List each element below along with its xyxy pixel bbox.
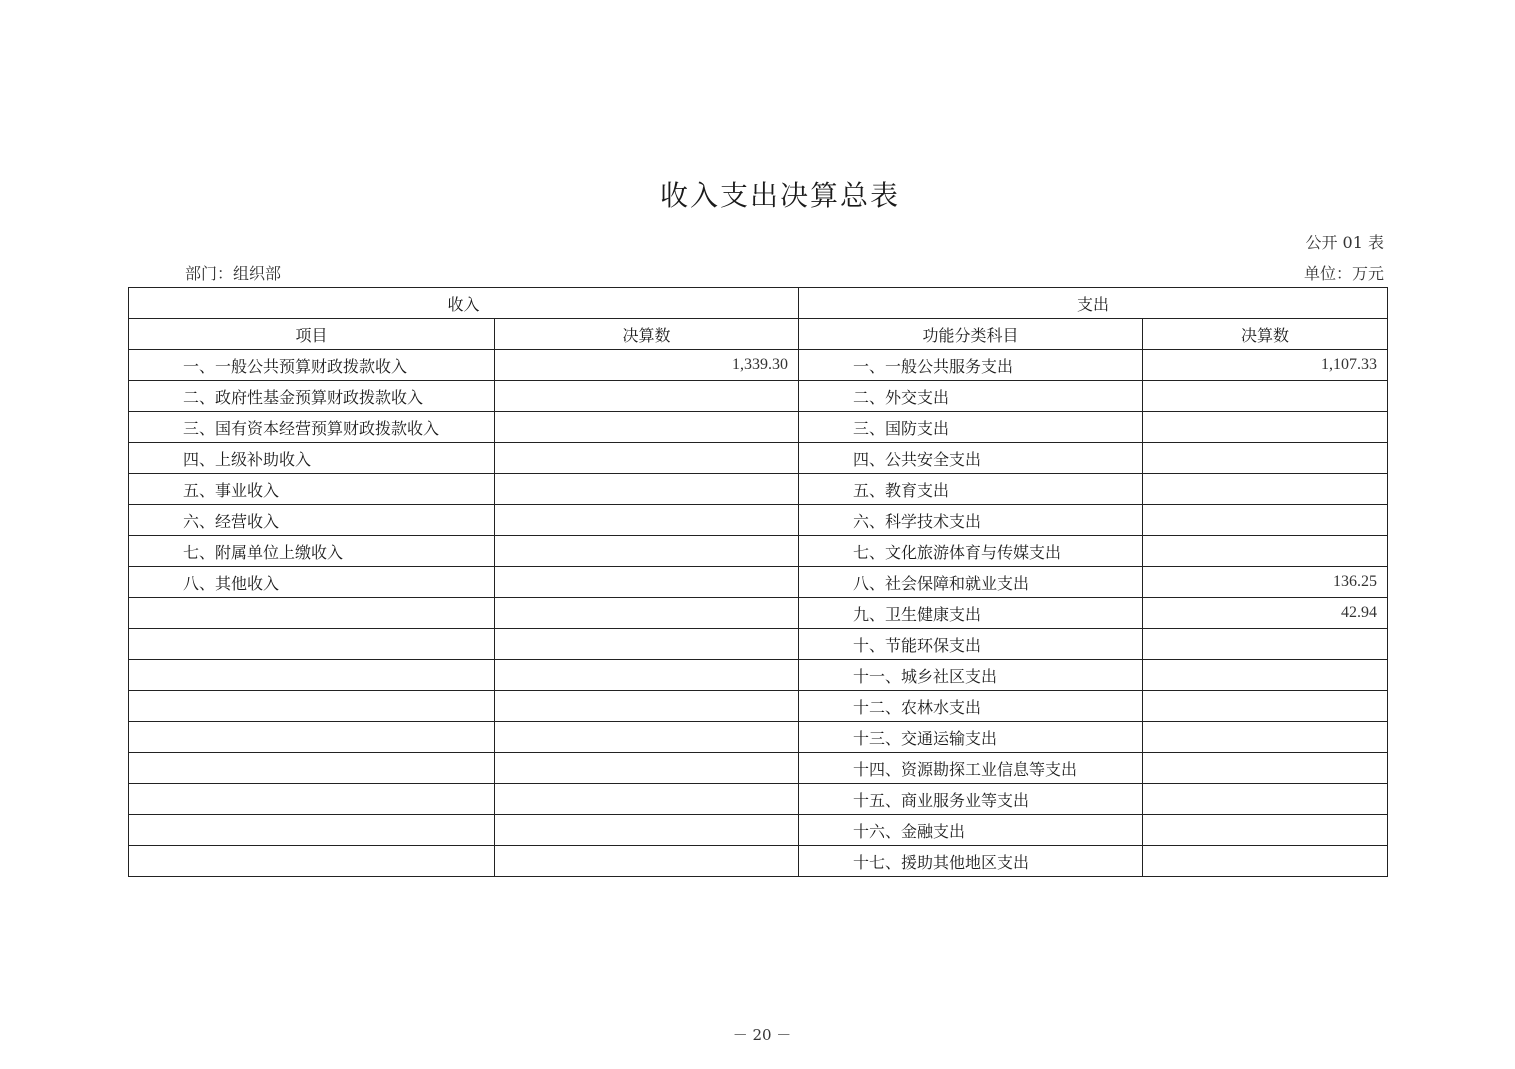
header-row-columns bbox=[129, 319, 1388, 350]
income-item-cell bbox=[129, 691, 495, 722]
expense-amount-column-header: 决算数 bbox=[1143, 319, 1388, 350]
expense-item-cell: 十五、商业服务业等支出 bbox=[799, 784, 1143, 815]
income-amount-cell bbox=[495, 691, 799, 722]
expense-amount-cell bbox=[1143, 443, 1388, 474]
expense-amount-cell bbox=[1143, 381, 1388, 412]
income-amount-cell bbox=[495, 660, 799, 691]
income-amount-cell bbox=[495, 598, 799, 629]
expense-item-cell: 一、一般公共服务支出 bbox=[799, 350, 1143, 381]
table-row bbox=[129, 412, 1388, 443]
expense-amount-cell bbox=[1143, 412, 1388, 443]
income-amount-cell bbox=[495, 753, 799, 784]
expense-amount-cell bbox=[1143, 691, 1388, 722]
expense-amount-cell bbox=[1143, 753, 1388, 784]
table-row bbox=[129, 350, 1388, 381]
income-item-cell bbox=[129, 846, 495, 877]
income-amount-cell bbox=[495, 567, 799, 598]
table-row bbox=[129, 505, 1388, 536]
expense-item-cell: 六、科学技术支出 bbox=[799, 505, 1143, 536]
expense-amount-cell bbox=[1143, 722, 1388, 753]
table-row bbox=[129, 629, 1388, 660]
expense-item-cell: 九、卫生健康支出 bbox=[799, 598, 1143, 629]
header-row-groups bbox=[129, 288, 1388, 319]
expense-item-cell: 四、公共安全支出 bbox=[799, 443, 1143, 474]
income-item-cell: 七、附属单位上缴收入 bbox=[129, 536, 495, 567]
function-item-column-header: 功能分类科目 bbox=[799, 319, 1143, 350]
expense-amount-cell bbox=[1143, 660, 1388, 691]
table-row bbox=[129, 536, 1388, 567]
table-row bbox=[129, 474, 1388, 505]
table-row bbox=[129, 691, 1388, 722]
expense-amount-cell bbox=[1143, 505, 1388, 536]
expense-item-cell: 十四、资源勘探工业信息等支出 bbox=[799, 753, 1143, 784]
income-item-cell: 三、国有资本经营预算财政拨款收入 bbox=[129, 412, 495, 443]
expense-item-cell: 十七、援助其他地区支出 bbox=[799, 846, 1143, 877]
income-amount-cell bbox=[495, 536, 799, 567]
expense-item-cell: 十二、农林水支出 bbox=[799, 691, 1143, 722]
income-item-cell: 一、一般公共预算财政拨款收入 bbox=[129, 350, 495, 381]
form-code: 公开 01 表 bbox=[1305, 233, 1384, 252]
expense-item-cell: 十六、金融支出 bbox=[799, 815, 1143, 846]
income-amount-cell bbox=[495, 629, 799, 660]
income-amount-cell bbox=[495, 846, 799, 877]
income-header: 收入 bbox=[129, 288, 799, 319]
expense-item-cell: 十、节能环保支出 bbox=[799, 629, 1143, 660]
table-row bbox=[129, 567, 1388, 598]
expense-amount-cell bbox=[1143, 629, 1388, 660]
page-number: － 20 － bbox=[732, 1026, 792, 1044]
expense-amount-cell: 42.94 bbox=[1143, 598, 1388, 629]
income-item-cell: 八、其他收入 bbox=[129, 567, 495, 598]
expense-amount-cell bbox=[1143, 846, 1388, 877]
expense-amount-cell: 136.25 bbox=[1143, 567, 1388, 598]
expense-amount-cell bbox=[1143, 815, 1388, 846]
income-item-cell bbox=[129, 629, 495, 660]
income-item-cell bbox=[129, 722, 495, 753]
income-item-cell: 五、事业收入 bbox=[129, 474, 495, 505]
expense-item-cell: 八、社会保障和就业支出 bbox=[799, 567, 1143, 598]
department-label: 部门：组织部 bbox=[185, 264, 282, 283]
income-amount-cell bbox=[495, 722, 799, 753]
expense-item-cell: 三、国防支出 bbox=[799, 412, 1143, 443]
item-column-header: 项目 bbox=[129, 319, 495, 350]
unit-label: 单位：万元 bbox=[1303, 264, 1384, 283]
income-item-cell bbox=[129, 784, 495, 815]
table-row bbox=[129, 722, 1388, 753]
expense-amount-cell bbox=[1143, 784, 1388, 815]
income-amount-cell bbox=[495, 381, 799, 412]
expense-amount-cell bbox=[1143, 474, 1388, 505]
income-amount-column-header: 决算数 bbox=[495, 319, 799, 350]
table-row bbox=[129, 381, 1388, 412]
table-row bbox=[129, 443, 1388, 474]
income-amount-cell: 1,339.30 bbox=[495, 350, 799, 381]
table-row bbox=[129, 753, 1388, 784]
income-amount-cell bbox=[495, 815, 799, 846]
expense-item-cell: 十一、城乡社区支出 bbox=[799, 660, 1143, 691]
income-amount-cell bbox=[495, 474, 799, 505]
income-item-cell bbox=[129, 598, 495, 629]
expense-item-cell: 二、外交支出 bbox=[799, 381, 1143, 412]
income-item-cell: 二、政府性基金预算财政拨款收入 bbox=[129, 381, 495, 412]
income-item-cell: 四、上级补助收入 bbox=[129, 443, 495, 474]
page-title: 收入支出决算总表 bbox=[659, 179, 900, 212]
expense-item-cell: 十三、交通运输支出 bbox=[799, 722, 1143, 753]
income-item-cell bbox=[129, 660, 495, 691]
expense-amount-cell: 1,107.33 bbox=[1143, 350, 1388, 381]
income-item-cell bbox=[129, 815, 495, 846]
income-amount-cell bbox=[495, 443, 799, 474]
income-amount-cell bbox=[495, 412, 799, 443]
income-item-cell bbox=[129, 753, 495, 784]
table-row bbox=[129, 660, 1388, 691]
table-row bbox=[129, 598, 1388, 629]
expense-item-cell: 五、教育支出 bbox=[799, 474, 1143, 505]
income-item-cell: 六、经营收入 bbox=[129, 505, 495, 536]
table-row bbox=[129, 815, 1388, 846]
expense-amount-cell bbox=[1143, 536, 1388, 567]
expense-item-cell: 七、文化旅游体育与传媒支出 bbox=[799, 536, 1143, 567]
expense-header: 支出 bbox=[799, 288, 1388, 319]
income-amount-cell bbox=[495, 784, 799, 815]
table-row bbox=[129, 784, 1388, 815]
income-expense-table bbox=[128, 287, 1388, 877]
table-row bbox=[129, 846, 1388, 877]
income-amount-cell bbox=[495, 505, 799, 536]
